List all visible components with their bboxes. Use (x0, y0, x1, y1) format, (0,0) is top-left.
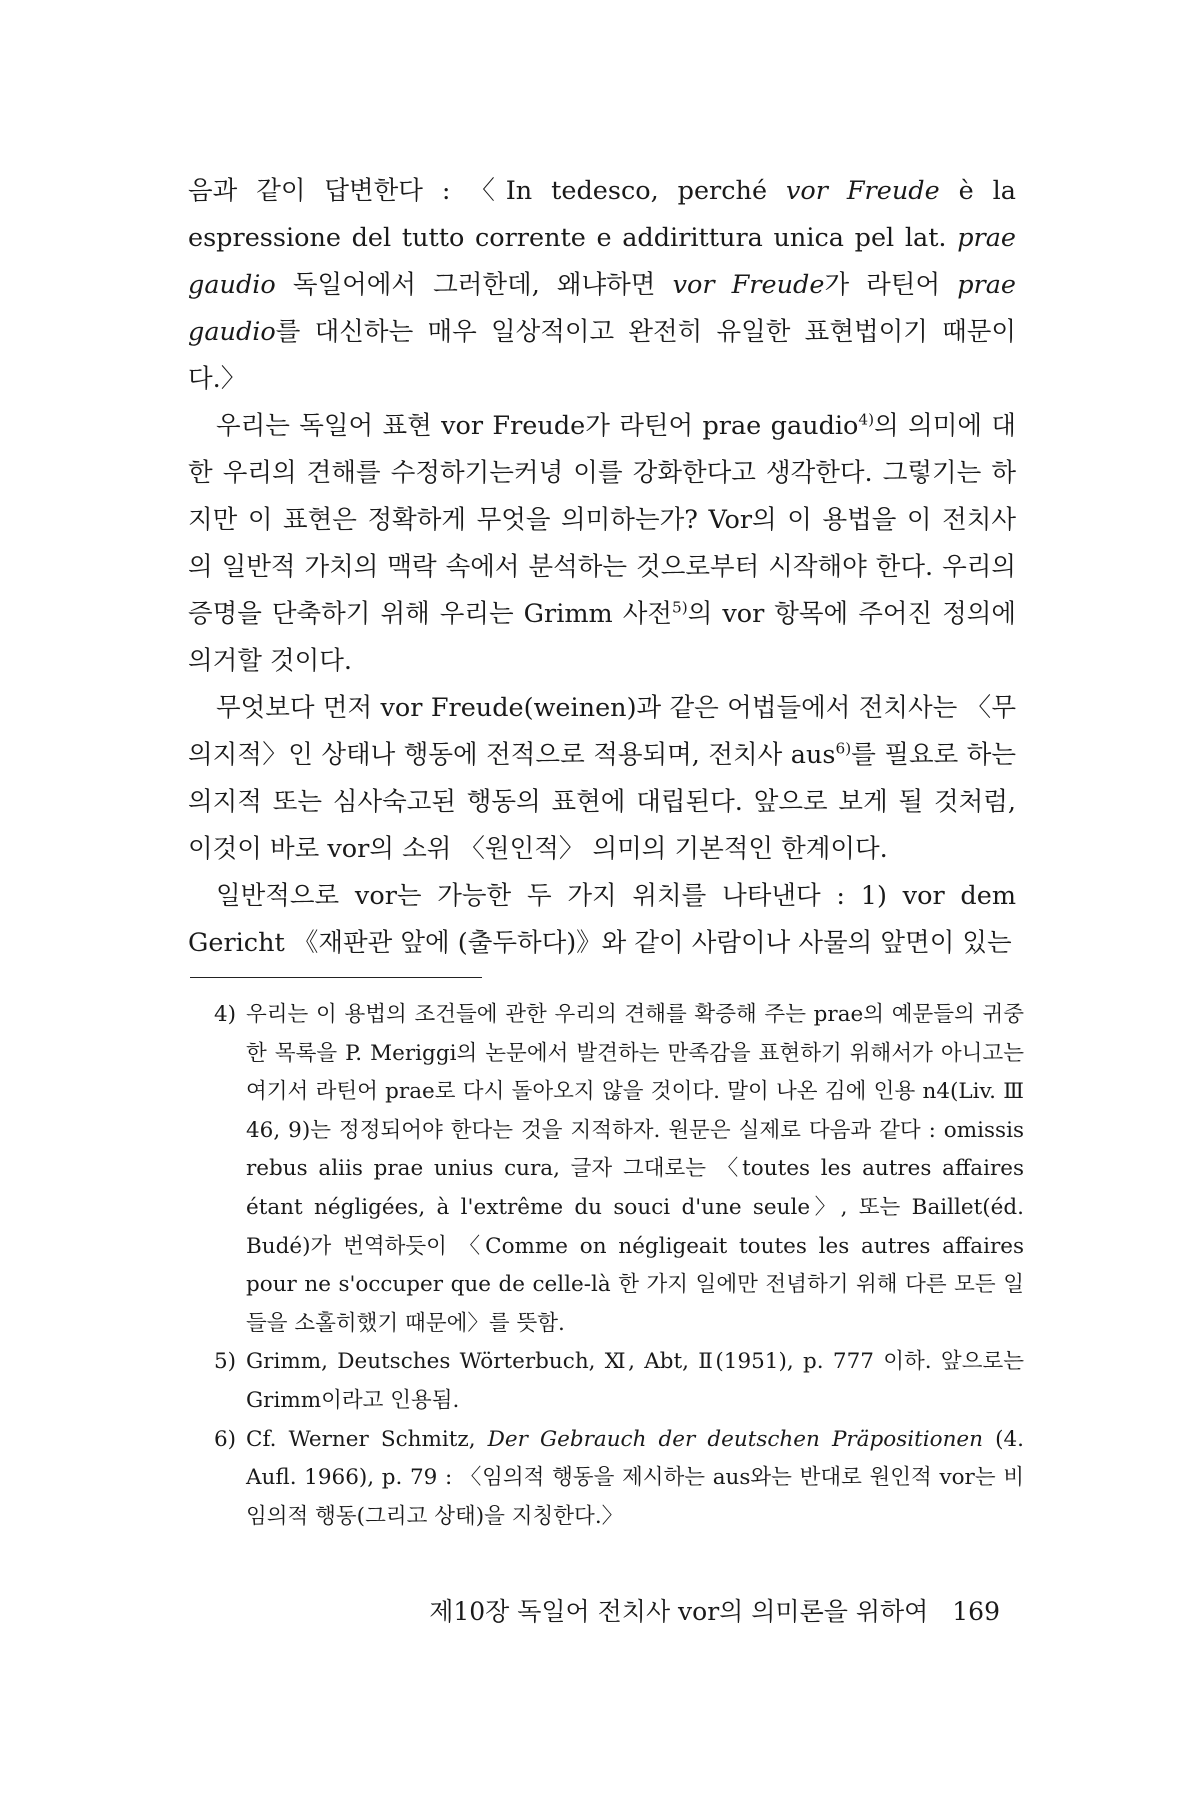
paragraph-3 (188, 685, 1016, 873)
text-run: 의 의미에 대한 우리의 견해를 수정하기는커녕 이를 강화한다고 생각한다. 그렇기는 하지만 이 표현은 정확하게 무엇을 의미하는가? Vor의 이 용법을 이 전치사의 일반적 가치의 맥락 속에서 분석하는 것으로부터 시작해야 한다. 우리의 증명을 단축하기 위해 우리는 Grimm 사전 (188, 411, 1016, 629)
footnote-ref: 6) (835, 739, 852, 758)
footnote-ref: 4) (858, 410, 875, 429)
main-text (188, 168, 1016, 967)
italic-term: prae gaudio (188, 270, 1016, 347)
footnote-ref: 5) (671, 598, 688, 617)
footnote-number: 4) (214, 1002, 237, 1027)
text-run: 우리는 독일어 표현 vor Freude가 라틴어 prae gaudio (216, 411, 859, 441)
italic-term: vor Freude (785, 176, 940, 206)
footnote-divider (190, 977, 482, 978)
footnote-text (246, 1421, 1024, 1537)
page-number: 169 (952, 1597, 1000, 1626)
italic-book-title: Der Gebrauch der deutschen Präpositionen (487, 1426, 983, 1452)
footnotes (214, 996, 1024, 1536)
footnote-6 (214, 1421, 1024, 1537)
paragraph-1 (188, 168, 1016, 403)
text-run: è la espressione del tutto corrente e addirittura unica pel lat. (188, 176, 1016, 253)
paragraph-2 (188, 403, 1016, 685)
page-footer (0, 1592, 1000, 1628)
text-run: (4. Aufl. 1966), p. 79 : 〈임의적 행동을 제시하는 aus와는 반대로 원인적 vor는 비임의적 행동(그리고 상태)을 지칭한다.〉 (246, 1426, 1024, 1529)
running-chapter-title: 제10장 독일어 전치사 vor의 의미론을 위하여 (429, 1597, 929, 1626)
text-run: 를 필요로 하는 의지적 또는 심사숙고된 행동의 표현에 대립된다. 앞으로 보게 될 것처럼, 이것이 바로 vor의 소위 〈원인적〉 의미의 기본적인 한계이다. (188, 740, 1017, 864)
footnote-text: Grimm, Deutsches Wörterbuch, Ⅺ, Abt, Ⅱ(1951), p. 777 이하. 앞으로는 Grimm이라고 인용됨. (246, 1349, 1024, 1413)
text-run: 의 vor 항목에 주어진 정의에 의거할 것이다. (188, 599, 1017, 676)
text-run: 음과 같이 답변한다 : 〈In tedesco, perché (188, 176, 786, 206)
footnote-5 (214, 1343, 1024, 1420)
italic-term: prae gaudio (188, 223, 1016, 300)
italic-term: vor Freude (672, 270, 825, 300)
text-run: 가 라틴어 (824, 270, 958, 300)
paragraph-4 (188, 873, 1016, 967)
text-run: 독일어에서 그러한데, 왜냐하면 (275, 270, 673, 300)
footnote-text: 우리는 이 용법의 조건들에 관한 우리의 견해를 확증해 주는 prae의 예문들의 귀중한 목록을 P. Meriggi의 논문에서 발견하는 만족감을 표현하기 위해서가 아니고는 여기서 라틴어 prae로 다시 돌아오지 않을 것이다. 말이 나온 김에 인용 n4(Liv. Ⅲ 46, 9)는 정정되어야 한다는 것을 지적하자. 원문은 실제로 다음과 같다 : omissis rebus aliis prae unius cura, 글자 그대로는 〈toutes les autres affaires étant négligées, à l'extrême du souci d'une seule〉, 또는 Baillet(éd. Budé)가 번역하듯이 〈Comme on négligeait toutes les autres affaires pour ne s'occuper que de celle-là 한 가지 일에만 전념하기 위해 다른 모든 일들을 소홀히했기 때문에〉를 뜻함. (246, 1002, 1024, 1336)
text-run: 무엇보다 먼저 vor Freude(weinen)과 같은 어법들에서 전치사는 〈무의지적〉인 상태나 행동에 전적으로 적용되며, 전치사 aus (188, 693, 1016, 770)
footnote-number: 5) (214, 1349, 237, 1375)
text-run: Cf. Werner Schmitz, (246, 1426, 488, 1452)
footnote-number: 6) (214, 1426, 237, 1452)
text-run: 를 대신하는 매우 일상적이고 완전히 유일한 표현법이기 때문이다.〉 (188, 317, 1016, 394)
text-run: 일반적으로 vor는 가능한 두 가지 위치를 나타낸다 : 1) vor dem Gericht 《재판관 앞에 (출두하다)》와 같이 사람이나 사물의 앞면이 있는 (188, 881, 1016, 958)
footnote-4 (214, 996, 1024, 1343)
